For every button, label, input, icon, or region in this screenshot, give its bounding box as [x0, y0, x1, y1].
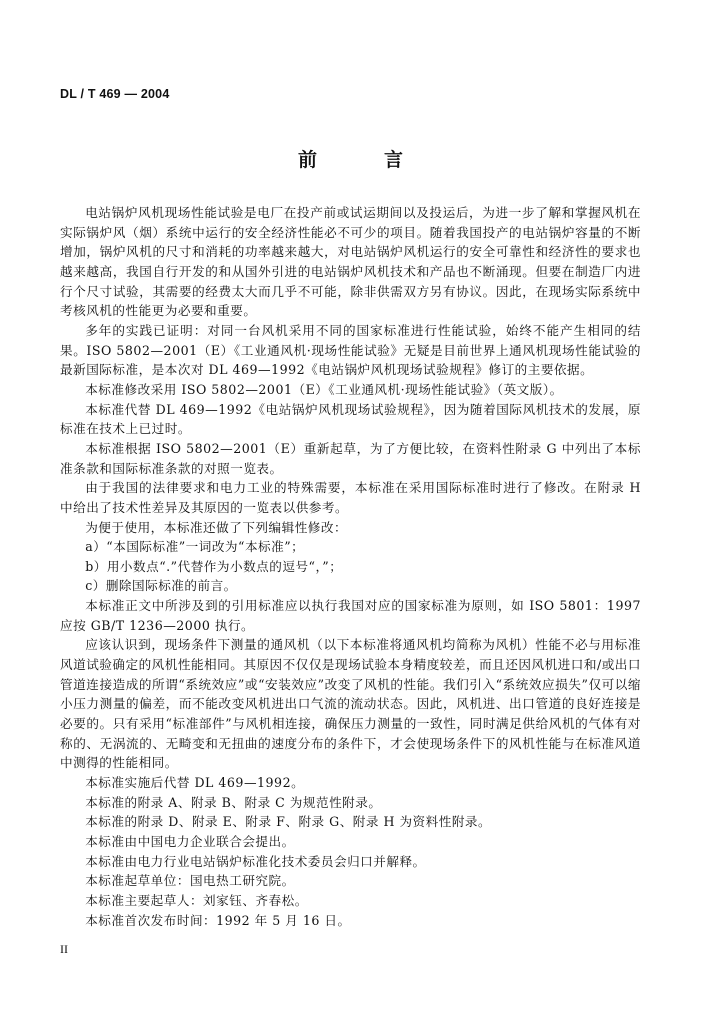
paragraph: 本标准主要起草人：刘家钰、齐春松。	[85, 892, 308, 908]
paragraph: 电站锅炉风机现场性能试验是电厂在投产前或试运期间以及投运后，为进一步了解和掌握风机在实际锅炉风（烟）系统中运行的安全经济性能必不可少的项目。随着我国投产的电站锅炉容量的不断增加，锅炉风机的尺寸和消耗的功率越来越大，对电站锅炉风机运行的安全可靠性和经济性的要求也越来越高，我国自行开发的和从国外引进的电站锅炉风机技术和产品也不断涌现。但要在制造厂内进行个尺寸试验，其需要的经费太大而几乎不可能，除非供需双方另有协议。因此，在现场实际系统中考核风机的性能更为必要和重要。	[60, 205, 641, 319]
paragraph: 本标准的附录 D、附录 E、附录 F、附录 G、附录 H 为资料性附录。	[85, 814, 492, 830]
standard-code: DL / T 469 — 2004	[60, 87, 170, 101]
paragraph: 为便于使用，本标准还做了下列编辑性修改：	[85, 519, 348, 535]
paragraph: 本标准的附录 A、附录 B、附录 C 为规范性附录。	[85, 794, 382, 810]
paragraph: 本标准由电力行业电站锅炉标准化技术委员会归口并解释。	[85, 853, 426, 869]
page-title: 前 言	[297, 149, 427, 171]
page-number: II	[60, 942, 68, 956]
paragraph: 本标准由中国电力企业联合会提出。	[85, 834, 295, 849]
list-item: a）“本国际标准”一词改为“本标准”；	[85, 539, 305, 555]
paragraph: 本标准起草单位：国电热工研究院。	[85, 873, 295, 889]
paragraph: 本标准根据 ISO 5802—2001（E）重新起草，为了方便比较，在资料性附录 G 中列出了本标准条款和国际标准条款的对照一览表。	[60, 440, 641, 476]
paragraph: 本标准修改采用 ISO 5802—2001（E）《工业通风机·现场性能试验》（英文版）。	[85, 381, 563, 397]
foreword-body	[60, 203, 641, 930]
paragraph: 本标准实施后代替 DL 469—1992。	[85, 775, 305, 791]
paragraph: 多年的实践已证明：对同一台风机采用不同的国家标准进行性能试验，始终不能产生相同的结果。ISO 5802—2001（E）《工业通风机·现场性能试验》无疑是目前世界上通风机现场性能试验的最新国际标准，是本次对 DL 469—1992《电站锅炉风机现场试验规程》修订的主要依据。	[60, 322, 641, 378]
paragraph: 本标准代替 DL 469—1992《电站锅炉风机现场试验规程》，因为随着国际风机技术的发展，原标准在技术上已过时。	[60, 401, 641, 437]
paragraph: 应该认识到，现场条件下测量的通风机（以下本标准将通风机均简称为风机）性能不必与用标准风道试验确定的风机性能相同。其原因不仅仅是现场试验本身精度较差，而且还因风机进口和/或出口管道连接造成的所谓“系统效应”或“安装效应”改变了风机的性能。我们引入“系统效应损失”仅可以缩小压力测量的偏差，而不能改变风机进出口气流的流动状态。因此，风机进、出口管道的良好连接是必要的。只有采用“标准部件”与风机相连接，确保压力测量的一致性，同时满足供给风机的气体有对称的、无涡流的、无畸变和无扭曲的速度分布的条件下，才会使现场条件下的风机性能与在标准风道中测得的性能相同。	[60, 637, 641, 771]
paragraph: 本标准正文中所涉及到的引用标准应以执行我国对应的国家标准为原则，如 ISO 5801：1997 应按 GB/T 1236—2000 执行。	[60, 598, 641, 633]
list-item: b）用小数点“.”代替作为小数点的逗号“，”；	[85, 558, 343, 574]
paragraph: 由于我国的法律要求和电力工业的特殊需要，本标准在采用国际标准时进行了修改。在附录 H 中给出了技术性差异及其原因的一览表以供参考。	[60, 480, 641, 515]
paragraph: 本标准首次发布时间：1992 年 5 月 16 日。	[85, 912, 351, 928]
list-item: c）删除国际标准的前言。	[85, 578, 237, 594]
